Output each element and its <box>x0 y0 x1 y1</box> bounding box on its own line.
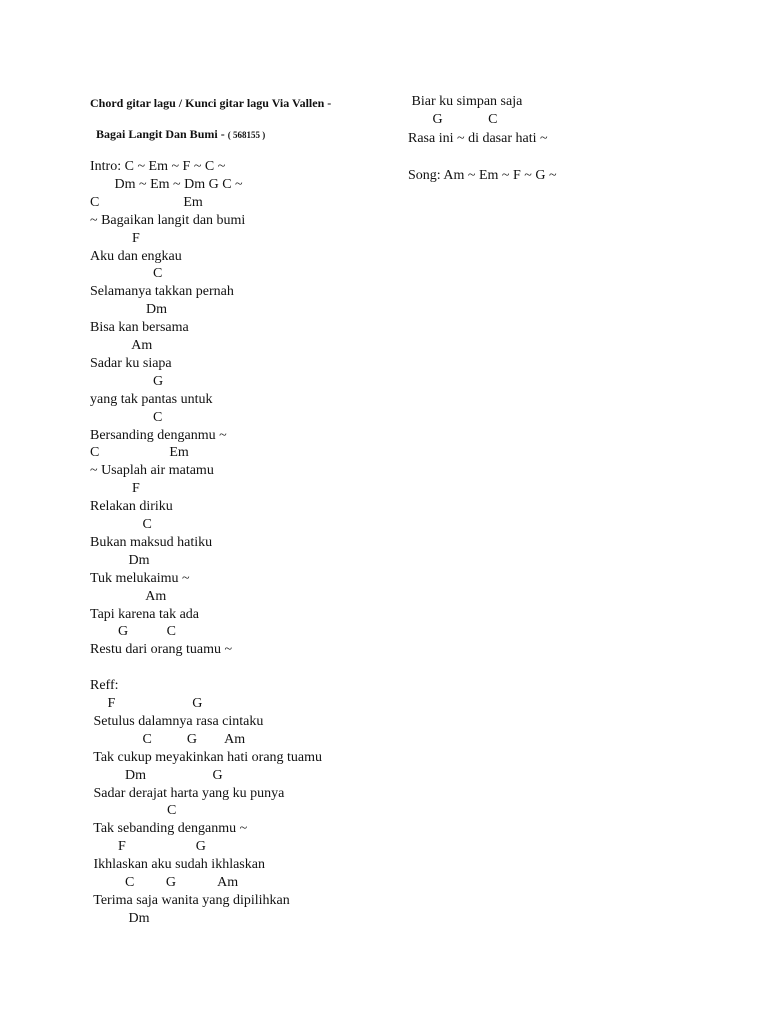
song-id: ( 568155 ) <box>227 130 266 140</box>
left-line-18: F <box>90 481 140 497</box>
left-line-29: Reff: <box>90 678 119 694</box>
left-line-24: Am <box>90 588 167 604</box>
left-line-36: C <box>90 803 177 819</box>
left-line-32: C G Am <box>90 731 246 747</box>
left-line-15: Bersanding denganmu ~ <box>90 427 227 443</box>
left-line-19: Relakan diriku <box>90 499 173 515</box>
left-line-35: Sadar derajat harta yang ku punya <box>90 785 285 801</box>
left-line-41: Terima saja wanita yang dipilihkan <box>90 892 290 908</box>
left-line-37: Tak sebanding denganmu ~ <box>90 821 248 837</box>
right-line-1: G C <box>408 112 498 128</box>
left-line-17: ~ Usaplah air matamu <box>90 463 214 479</box>
right-line-4: Song: Am ~ Em ~ F ~ G ~ <box>408 167 557 183</box>
right-line-0: Biar ku simpan saja <box>408 94 523 109</box>
right-line-2: Rasa ini ~ di dasar hati ~ <box>408 130 548 146</box>
left-line-42: Dm <box>90 910 150 926</box>
left-line-7: Selamanya takkan pernah <box>90 284 234 300</box>
left-line-39: Ikhlaskan aku sudah ikhlaskan <box>90 857 265 873</box>
left-line-31: Setulus dalamnya rasa cintaku <box>90 713 264 729</box>
left-line-20: C <box>90 517 152 532</box>
left-line-21: Bukan maksud hatiku <box>90 534 213 550</box>
left-line-27: Restu dari orang tuamu ~ <box>90 642 233 658</box>
left-line-30: F G <box>90 696 203 711</box>
left-line-3: ~ Bagaikan langit dan bumi <box>90 212 246 228</box>
left-line-8: Dm <box>90 302 167 318</box>
left-line-23: Tuk melukaimu ~ <box>90 570 190 586</box>
left-line-13: yang tak pantas untuk <box>90 391 213 407</box>
left-line-2: C Em <box>90 194 203 210</box>
left-line-26: G C <box>90 624 176 640</box>
left-line-22: Dm <box>90 552 150 568</box>
left-line-9: Bisa kan bersama <box>90 320 189 336</box>
left-line-38: F G <box>90 839 206 855</box>
left-line-34: Dm G <box>90 767 223 783</box>
left-line-0: Intro: C ~ Em ~ F ~ C ~ <box>90 159 226 174</box>
left-line-12: G <box>90 373 164 389</box>
left-line-11: Sadar ku siapa <box>90 355 172 371</box>
left-line-5: Aku dan engkau <box>90 248 182 264</box>
left-line-16: C Em <box>90 445 189 461</box>
left-line-25: Tapi karena tak ada <box>90 606 200 622</box>
left-line-6: C <box>90 266 163 282</box>
document-title-text: Bagai Langit Dan Bumi - <box>96 127 228 141</box>
left-line-10: Am <box>90 338 153 353</box>
left-line-14: C <box>90 409 163 425</box>
left-line-40: C G Am <box>90 875 239 890</box>
left-line-33: Tak cukup meyakinkan hati orang tuamu <box>90 749 323 765</box>
document-title-line-2 <box>90 110 265 143</box>
left-line-1: Dm ~ Em ~ Dm G C ~ <box>90 176 243 192</box>
document-title-line-1: Chord gitar lagu / Kunci gitar lagu Via Vallen - <box>90 96 332 110</box>
left-line-4: F <box>90 230 140 246</box>
